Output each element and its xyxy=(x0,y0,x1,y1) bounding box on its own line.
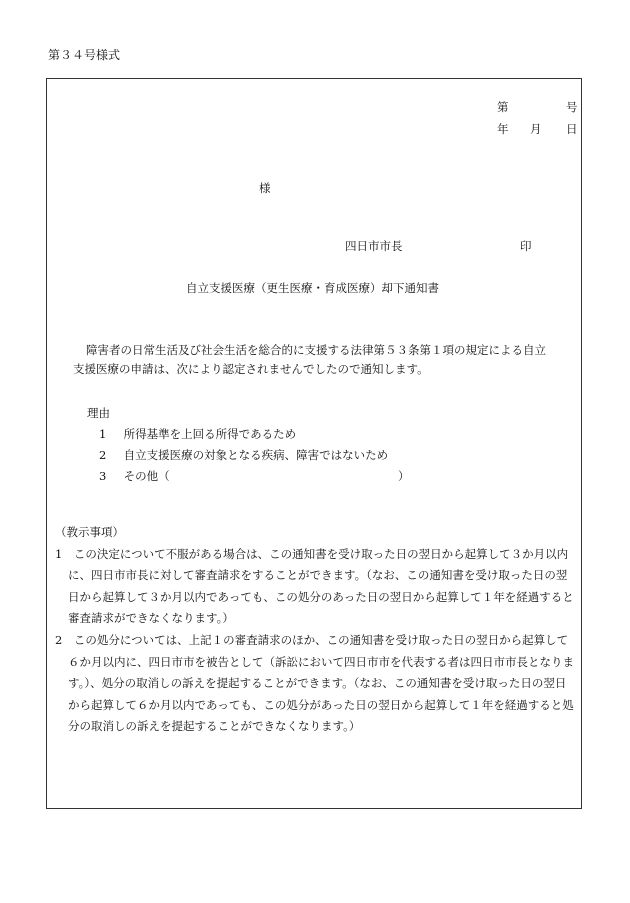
reason-item-3 xyxy=(99,471,170,483)
issuer-seal: 印 xyxy=(520,239,532,253)
date-day: 日 xyxy=(566,122,578,136)
body-line-2: 支援医療の申請は、次により認定されませんでしたので通知します。 xyxy=(73,362,429,376)
instructions-heading: （教示事項） xyxy=(55,525,124,539)
instruction-2-line-5: 分の取消しの訴えを提起することができなくなります。） xyxy=(68,719,361,733)
reason-other-close: ） xyxy=(398,469,410,483)
reason-item-number: 2 xyxy=(99,448,107,462)
addressee-suffix: 様 xyxy=(259,181,271,195)
reason-item-text: 所得基準を上回る所得であるため xyxy=(123,427,297,441)
instruction-1-line-4: 審査請求ができなくなります。） xyxy=(68,611,234,625)
instruction-2-line-2: ６か月以内に、四日市市を被告として（訴訟において四日市市を代表する者は四日市市長となりま xyxy=(68,655,574,669)
instruction-1-line-3: 日から起算して３か月以内であっても、この処分のあった日の翌日から起算して１年を経過すると xyxy=(68,590,574,604)
date-year: 年 xyxy=(497,122,509,136)
instruction-1-line-2: に、四日市市長に対して審査請求をすることができます。（なお、この通知書を受け取った日の翌 xyxy=(68,568,568,582)
reason-heading: 理由 xyxy=(87,406,110,420)
reason-item-number: 3 xyxy=(99,469,107,483)
reason-item-2 xyxy=(99,450,388,462)
number-suffix: 号 xyxy=(566,100,578,114)
form-number: 第３４号様式 xyxy=(48,48,121,62)
reason-item-text: その他（ xyxy=(123,469,170,483)
reason-item-text: 自立支援医療の対象となる疾病、障害ではないため xyxy=(123,448,389,462)
issuer-title: 四日市市長 xyxy=(345,239,403,253)
instruction-2-line-3: す。）、処分の取消しの訴えを提起することができます。（なお、この通知書を受け取った日の翌日 xyxy=(68,676,567,690)
document-title: 自立支援医療（更生医療・育成医療）却下通知書 xyxy=(186,281,439,295)
instruction-2-line-1: 2 この処分については、上記１の審査請求のほか、この通知書を受け取った日の翌日から起算して xyxy=(55,633,569,647)
date-month: 月 xyxy=(530,122,542,136)
reason-item-number: 1 xyxy=(99,427,107,441)
instruction-2-line-4: から起算して６か月以内であっても、この処分があった日の翌日から起算して１年を経過すると処 xyxy=(68,698,574,712)
body-line-1: 障害者の日常生活及び社会生活を総合的に支援する法律第５３条第１項の規定による自立 xyxy=(86,343,546,357)
reason-item-1 xyxy=(99,429,296,441)
number-prefix: 第 xyxy=(497,100,509,114)
instruction-1-line-1: 1 この決定について不服がある場合は、この通知書を受け取った日の翌日から起算して３か月以内 xyxy=(55,547,569,561)
